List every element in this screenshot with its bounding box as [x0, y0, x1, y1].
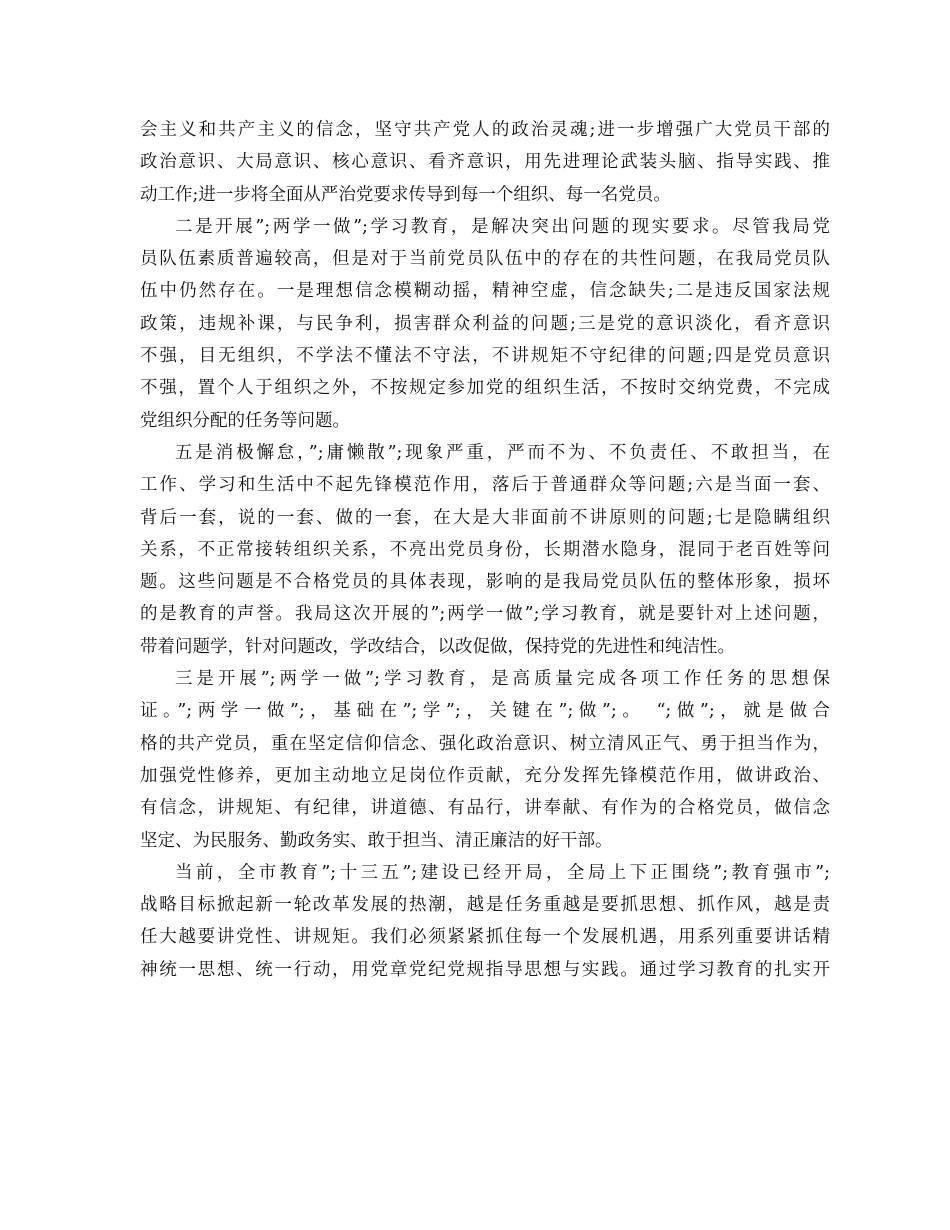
text-line: 证。”;两学一做”;，基础在”;学”;，关键在”;做”;。 “;做”;，就是做合 — [140, 701, 830, 722]
text-line: 员队伍素质普遍较高，但是对于当前党员队伍中的存在的共性问题，在我局党员队 — [140, 249, 830, 270]
text-line: 会主义和共产主义的信念，坚守共产党人的政治灵魂;进一步增强广大党员干部的 — [140, 120, 830, 140]
text-line: 伍中仍然存在。一是理想信念模糊动摇，精神空虚，信念缺失;二是违反国家法规 — [140, 281, 830, 302]
text-line: 政治意识、大局意识、核心意识、看齐意识，用先进理论武装头脑、指导实践、推 — [140, 152, 830, 173]
text-line: 工作、学习和生活中不起先锋模范作用，落后于普通群众等问题;六是当面一套、 — [140, 475, 830, 496]
text-line: 政策，违规补课，与民争利，损害群众利益的问题;三是党的意识淡化，看齐意识 — [140, 313, 830, 334]
text-line: 关系，不正常接转组织关系，不亮出党员身份，长期潜水隐身，混同于老百姓等问 — [140, 539, 830, 560]
text-line: 格的共产党员，重在坚定信仰信念、强化政治意识、树立清风正气、勇于担当作为， — [140, 733, 830, 754]
text-line: 不强，目无组织，不学法不懂法不守法，不讲规矩不守纪律的问题;四是党员意识 — [140, 346, 830, 367]
text-line: 二是开展”;两学一做”;学习教育，是解决突出问题的现实要求。尽管我局党 — [175, 216, 830, 237]
text-line: 战略目标掀起新一轮改革发展的热潮，越是任务重越是要抓思想、抓作风，越是责 — [140, 895, 830, 916]
text-line: 背后一套，说的一套、做的一套，在大是大非面前不讲原则的问题;七是隐瞒组织 — [140, 507, 830, 528]
text-line: 坚定、为民服务、勤政务实、敢于担当、清正廉洁的好干部。 — [140, 830, 613, 851]
text-line: 带着问题学，针对问题改，学改结合，以改促做，保持党的先进性和纯洁性。 — [140, 636, 735, 657]
text-line: 题。这些问题是不合格党员的具体表现，影响的是我局党员队伍的整体形象，损坏 — [140, 572, 830, 593]
text-line: 的是教育的声誉。我局这次开展的”;两学一做”;学习教育，就是要针对上述问题， — [140, 604, 830, 625]
text-line: 任大越要讲党性、讲规矩。我们必须紧紧抓住每一个发展机遇，用系列重要讲话精 — [140, 927, 830, 948]
text-line: 神统一思想、统一行动，用党章党纪党规指导思想与实践。通过学习教育的扎实开 — [140, 959, 830, 980]
text-line: 当前，全市教育”;十三五”;建设已经开局，全局上下正围绕”;教育强市”; — [175, 862, 830, 883]
text-line: 有信念，讲规矩、有纪律，讲道德、有品行，讲奉献、有作为的合格党员，做信念 — [140, 798, 830, 819]
document-body — [140, 114, 830, 986]
text-line: 加强党性修养，更加主动地立足岗位作贡献，充分发挥先锋模范作用，做讲政治、 — [140, 765, 830, 786]
text-line: 三是开展”;两学一做”;学习教育，是高质量完成各项工作任务的思想保 — [175, 669, 830, 690]
text-line: 动工作;进一步将全面从严治党要求传导到每一个组织、每一名党员。 — [140, 184, 671, 205]
text-line: 党组织分配的任务等问题。 — [140, 410, 350, 431]
text-line: 五是消极懈怠，”;庸懒散”;现象严重，严而不为、不负责任、不敢担当，在 — [175, 442, 830, 463]
text-line: 不强，置个人于组织之外，不按规定参加党的组织生活，不按时交纳党费，不完成 — [140, 378, 830, 399]
